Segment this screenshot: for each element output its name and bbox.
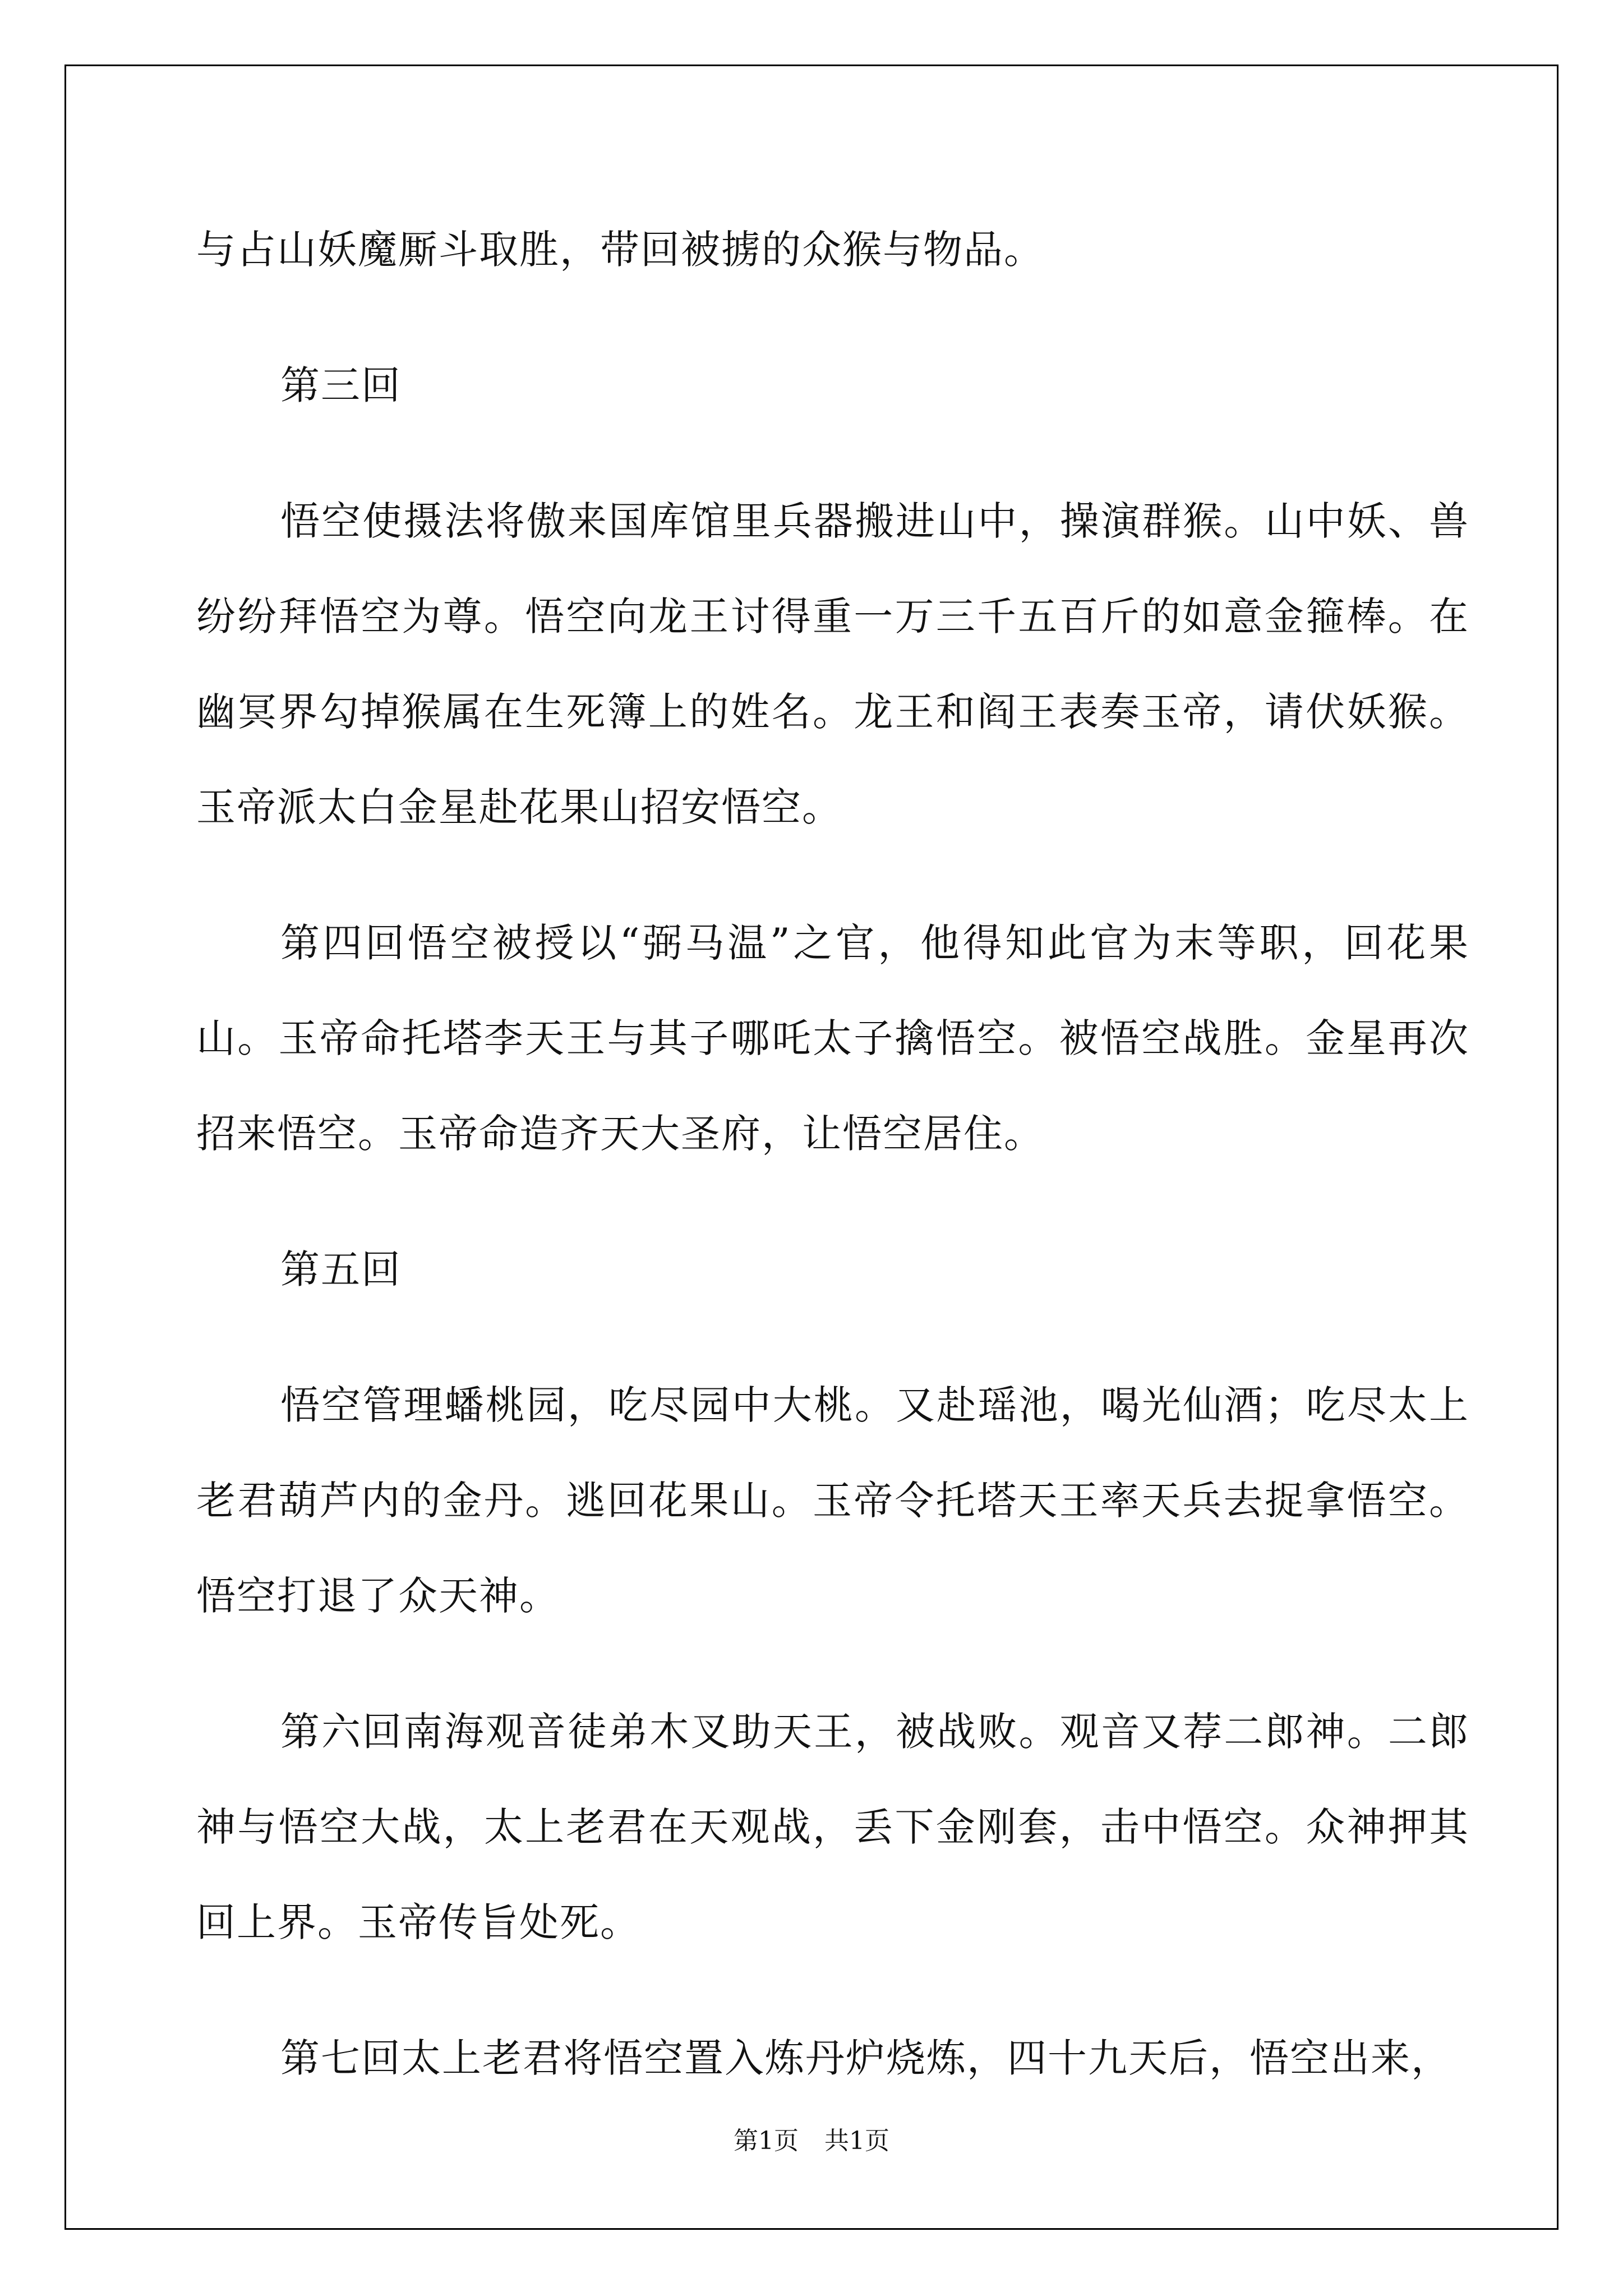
paragraph-chapter-5: 悟空管理蟠桃园，吃尽园中大桃。又赴瑶池，喝光仙酒；吃尽太上老君葫芦内的金丹。逃回花果山。玉帝令托塔天王率天兵去捉拿悟空。悟空打退了众天神。: [196, 1382, 1469, 1619]
paragraph-chapter-3: 悟空使摄法将傲来国库馆里兵器搬进山中，操演群猴。山中妖、兽纷纷拜悟空为尊。悟空向龙王讨得重一万三千五百斤的如意金箍棒。在幽冥界勾掉猴属在生死簿上的姓名。龙王和阎王表奏玉帝，请伏妖猴。玉帝派太白金星赴花果山招安悟空。: [196, 498, 1469, 830]
paragraph-continuation: 与占山妖魔厮斗取胜，带回被掳的众猴与物品。: [196, 227, 1044, 273]
page-total: 共1页: [824, 2127, 889, 2155]
chapter-heading-3: 第三回: [280, 362, 402, 408]
chapter-heading-5: 第五回: [280, 1246, 402, 1292]
paragraph-chapter-4: 第四回悟空被授以“弼马温”之官，他得知此官为末等职，回花果山。玉帝命托塔李天王与其子哪吒太子擒悟空。被悟空战胜。金星再次招来悟空。玉帝命造齐天大圣府，让悟空居住。: [196, 920, 1469, 1157]
paragraph-chapter-6: 第六回南海观音徒弟木叉助天王，被战败。观音又荐二郎神。二郎神与悟空大战，太上老君在天观战，丢下金刚套，击中悟空。众神押其回上界。玉帝传旨处死。: [196, 1709, 1469, 1945]
paragraph-chapter-7: 第七回太上老君将悟空置入炼丹炉烧炼，四十九天后，悟空出来，: [280, 2035, 1451, 2081]
document-body: [196, 202, 1469, 2146]
page-number: 第1页: [734, 2127, 799, 2155]
page-footer: [0, 2120, 1623, 2156]
